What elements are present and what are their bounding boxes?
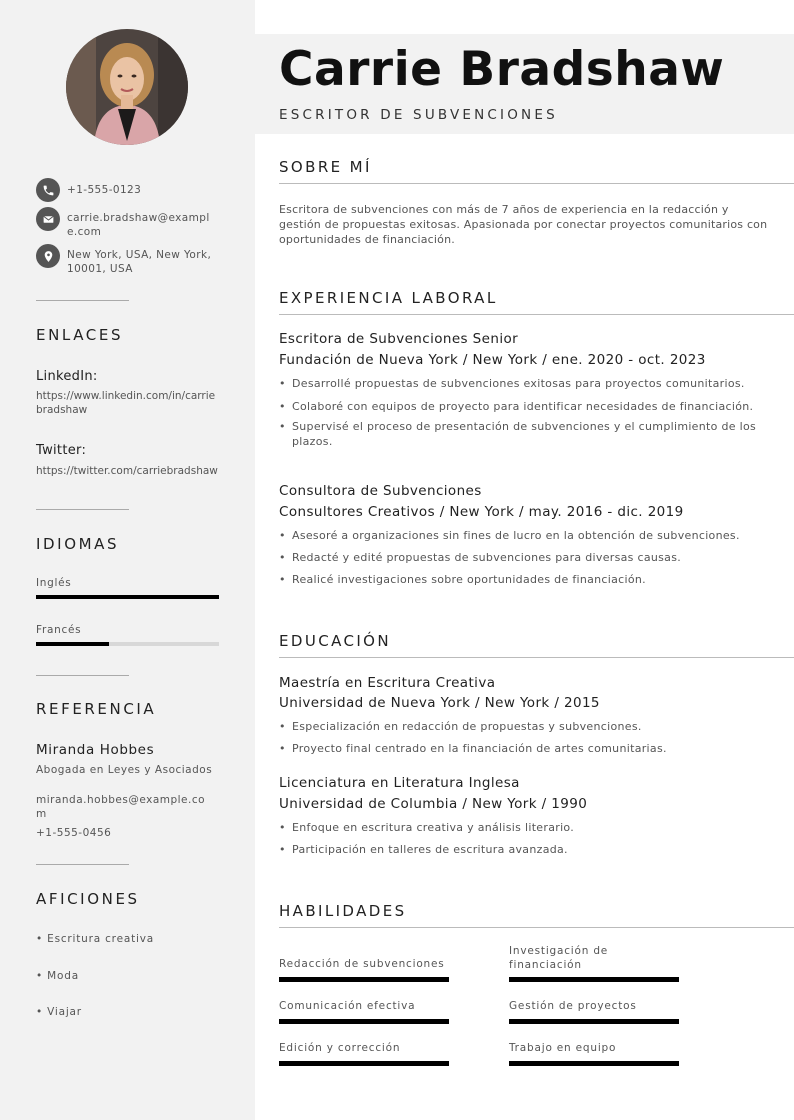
hobby-label: Escritura creativa xyxy=(47,933,154,945)
degree-title: Maestría en Escritura Creativa xyxy=(279,675,496,691)
phone-text: +1-555-0123 xyxy=(67,184,142,196)
sidebar-divider xyxy=(36,864,129,865)
job-title-entry: Escritora de Subvenciones Senior xyxy=(279,331,519,347)
linkedin-label: LinkedIn: xyxy=(36,369,98,384)
skill-level-bar xyxy=(509,1019,679,1024)
skill-level-bar xyxy=(279,1061,449,1066)
profile-photo xyxy=(66,29,188,145)
bullet-item: • Colaboré con equipos de proyecto para identificar necesidades de financiación. xyxy=(279,400,774,415)
sidebar-divider xyxy=(36,300,129,301)
section-rule xyxy=(279,183,794,184)
hobby-label: Moda xyxy=(47,970,79,982)
section-rule xyxy=(279,314,794,315)
hobby-item: • Escritura creativa xyxy=(36,933,154,945)
sidebar xyxy=(0,0,255,1120)
skills-heading: HABILIDADES xyxy=(279,902,407,920)
job-bullets xyxy=(279,529,774,588)
skill-item xyxy=(509,945,679,982)
language-level-fill xyxy=(36,642,109,646)
section-rule xyxy=(279,927,794,928)
section-rule xyxy=(279,657,794,658)
email-text[interactable]: carrie.bradshaw@example.com xyxy=(67,212,210,238)
degree-school: Universidad de Nueva York / New York / 2015 xyxy=(279,695,600,711)
phone-icon xyxy=(36,178,60,202)
degree-bullets xyxy=(279,821,774,858)
job-bullets xyxy=(279,377,774,449)
language-name: Francés xyxy=(36,624,82,636)
twitter-label: Twitter: xyxy=(36,443,87,458)
envelope-icon xyxy=(36,207,60,231)
bullet-item: • Asesoré a organizaciones sin fines de lucro en la obtención de subvenciones. xyxy=(279,529,774,544)
person-name: Carrie Bradshaw xyxy=(279,42,725,97)
sidebar-divider xyxy=(36,675,129,676)
skill-label: Edición y corrección xyxy=(279,1042,401,1054)
hobbies-heading: AFICIONES xyxy=(36,890,140,908)
reference-email[interactable]: miranda.hobbes@example.com xyxy=(36,794,206,820)
hobby-item: • Moda xyxy=(36,970,79,982)
language-level-bar xyxy=(36,595,219,599)
skill-level-bar xyxy=(509,1061,679,1066)
job-title-entry: Consultora de Subvenciones xyxy=(279,483,482,499)
contact-address xyxy=(36,244,217,276)
skill-label: Gestión de proyectos xyxy=(509,1000,637,1012)
job-company-entry: Consultores Creativos / New York / may. 2016 - dic. 2019 xyxy=(279,504,684,520)
degree-title: Licenciatura en Literatura Inglesa xyxy=(279,775,520,791)
skill-label: Investigación de financiación xyxy=(509,945,609,971)
about-text: Escritora de subvenciones con más de 7 años de experiencia en la redacción y gestión de propuestas exitosas. Apasionada por conectar proyectos comunitarios con oportunidades de financiación. xyxy=(279,203,768,246)
bullet-item: • Enfoque en escritura creativa y análisis literario. xyxy=(279,821,774,836)
main-content xyxy=(255,0,794,1120)
bullet-item: • Redacté y edité propuestas de subvenciones para diversas causas. xyxy=(279,551,774,566)
bullet-item: • Desarrollé propuestas de subvenciones exitosas para proyectos comunitarios. xyxy=(279,377,774,392)
skill-level-bar xyxy=(509,977,679,982)
skill-label: Comunicación efectiva xyxy=(279,1000,416,1012)
job-company-entry: Fundación de Nueva York / New York / ene. 2020 - oct. 2023 xyxy=(279,352,706,368)
degree-school: Universidad de Columbia / New York / 1990 xyxy=(279,796,588,812)
skill-level-bar xyxy=(279,977,449,982)
bullet-item: • Supervisé el proceso de presentación de subvenciones y el cumplimiento de los plazos. xyxy=(279,420,774,449)
about-heading: SOBRE MÍ xyxy=(279,158,372,176)
skill-label: Trabajo en equipo xyxy=(509,1042,617,1054)
bullet-item: • Participación en talleres de escritura avanzada. xyxy=(279,843,774,858)
reference-name: Miranda Hobbes xyxy=(36,742,155,758)
bullet-item: • Proyecto final centrado en la financiación de artes comunitarias. xyxy=(279,742,774,757)
skill-item xyxy=(509,1000,679,1024)
degree-bullets xyxy=(279,720,774,757)
skill-item xyxy=(509,1042,679,1066)
contact-phone xyxy=(36,178,217,202)
reference-phone: +1-555-0456 xyxy=(36,827,112,839)
language-level-bar xyxy=(36,642,219,646)
reference-role: Abogada en Leyes y Asociados xyxy=(36,764,213,776)
languages-heading: IDIOMAS xyxy=(36,535,120,553)
sidebar-divider xyxy=(36,509,129,510)
language-level-fill xyxy=(36,595,219,599)
reference-heading: REFERENCIA xyxy=(36,700,157,718)
skill-label: Redacción de subvenciones xyxy=(279,958,445,970)
bullet-item: • Especialización en redacción de propuestas y subvenciones. xyxy=(279,720,774,735)
skill-level-bar xyxy=(279,1019,449,1024)
skill-item xyxy=(279,1042,449,1066)
address-text: New York, USA, New York, 10001, USA xyxy=(67,249,212,275)
hobby-item: • Viajar xyxy=(36,1006,82,1018)
location-pin-icon xyxy=(36,244,60,268)
contact-email xyxy=(36,207,217,239)
experience-heading: EXPERIENCIA LABORAL xyxy=(279,289,498,307)
linkedin-url[interactable]: https://www.linkedin.com/in/carriebradshaw xyxy=(36,390,216,416)
skill-item xyxy=(279,958,449,982)
skill-item xyxy=(279,1000,449,1024)
bullet-item: • Realicé investigaciones sobre oportunidades de financiación. xyxy=(279,573,774,588)
language-name: Inglés xyxy=(36,577,72,589)
hobby-label: Viajar xyxy=(47,1006,82,1018)
education-heading: EDUCACIÓN xyxy=(279,632,392,650)
twitter-url[interactable]: https://twitter.com/carriebradshaw xyxy=(36,465,218,477)
job-title: ESCRITOR DE SUBVENCIONES xyxy=(279,107,558,123)
links-heading: ENLACES xyxy=(36,326,124,344)
